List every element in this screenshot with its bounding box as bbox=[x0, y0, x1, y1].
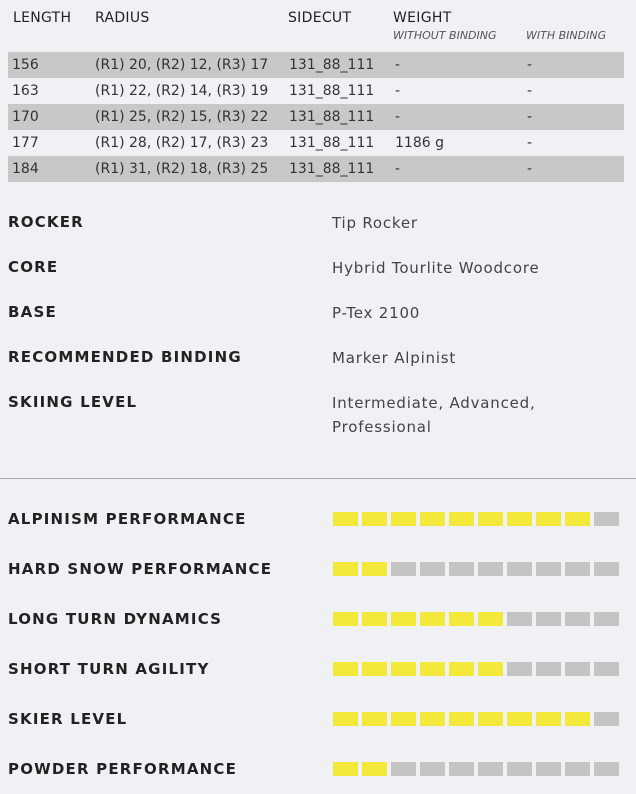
rating-segment-empty bbox=[565, 762, 590, 776]
rating-segment-empty bbox=[594, 762, 619, 776]
sidecut-header: SIDECUT bbox=[288, 10, 352, 26]
rating-segment-empty bbox=[507, 662, 532, 676]
rating-segment-filled bbox=[420, 612, 445, 626]
table-header bbox=[8, 8, 624, 52]
rating-segment-empty bbox=[594, 512, 619, 526]
table-row bbox=[8, 104, 624, 130]
rating-segment-filled bbox=[536, 712, 561, 726]
rating-segment-filled bbox=[507, 512, 532, 526]
sidecut-cell: 131_88_111 bbox=[289, 109, 375, 125]
rating-segment-filled bbox=[333, 512, 358, 526]
radius-cell: (R1) 22, (R2) 14, (R3) 19 bbox=[95, 83, 269, 99]
sidecut-cell: 131_88_111 bbox=[289, 83, 375, 99]
spec-value-core: Hybrid Tourlite Woodcore bbox=[332, 259, 540, 277]
rating-segment-filled bbox=[362, 612, 387, 626]
rating-segment-filled bbox=[333, 762, 358, 776]
rating-segment-empty bbox=[565, 562, 590, 576]
rating-segment-empty bbox=[449, 762, 474, 776]
rating-label-long-turn: LONG TURN DYNAMICS bbox=[8, 610, 223, 628]
rating-bar-skier-level bbox=[333, 712, 619, 726]
rating-segment-empty bbox=[536, 562, 561, 576]
rating-segment-empty bbox=[507, 562, 532, 576]
rating-segment-filled bbox=[420, 512, 445, 526]
rating-segment-empty bbox=[420, 562, 445, 576]
spec-label-binding: RECOMMENDED BINDING bbox=[8, 348, 242, 366]
rating-segment-empty bbox=[478, 562, 503, 576]
sidecut-cell: 131_88_111 bbox=[289, 161, 375, 177]
rating-segment-empty bbox=[391, 562, 416, 576]
rating-segment-empty bbox=[391, 762, 416, 776]
weight-without-cell: - bbox=[395, 57, 401, 73]
rating-segment-filled bbox=[362, 512, 387, 526]
rating-segment-empty bbox=[507, 612, 532, 626]
rating-segment-filled bbox=[420, 712, 445, 726]
rating-segment-empty bbox=[536, 762, 561, 776]
rating-segment-empty bbox=[420, 762, 445, 776]
rating-segment-empty bbox=[594, 712, 619, 726]
length-cell: 184 bbox=[12, 161, 39, 177]
rating-label-short-turn: SHORT TURN AGILITY bbox=[8, 660, 210, 678]
rating-segment-filled bbox=[536, 512, 561, 526]
length-cell: 177 bbox=[12, 135, 39, 151]
weight-with-cell: - bbox=[527, 109, 533, 125]
rating-bar-powder bbox=[333, 762, 619, 776]
spec-value-base: P-Tex 2100 bbox=[332, 304, 421, 322]
table-row bbox=[8, 78, 624, 104]
length-cell: 163 bbox=[12, 83, 39, 99]
rating-segment-empty bbox=[536, 662, 561, 676]
table-row bbox=[8, 130, 624, 156]
rating-segment-empty bbox=[478, 762, 503, 776]
weight-without-cell: 1186 g bbox=[395, 135, 444, 151]
size-table bbox=[8, 8, 624, 182]
table-row bbox=[8, 52, 624, 78]
rating-label-powder: POWDER PERFORMANCE bbox=[8, 760, 238, 778]
weight-with-cell: - bbox=[527, 135, 533, 151]
radius-header: RADIUS bbox=[95, 10, 150, 26]
rating-segment-filled bbox=[565, 712, 590, 726]
rating-segment-filled bbox=[478, 512, 503, 526]
weight-without-cell: - bbox=[395, 83, 401, 99]
weight-with-cell: - bbox=[527, 161, 533, 177]
rating-segment-filled bbox=[333, 562, 358, 576]
weight-without-cell: - bbox=[395, 161, 401, 177]
rating-segment-filled bbox=[478, 662, 503, 676]
radius-cell: (R1) 25, (R2) 15, (R3) 22 bbox=[95, 109, 269, 125]
rating-segment-filled bbox=[362, 662, 387, 676]
rating-label-alpinism: ALPINISM PERFORMANCE bbox=[8, 510, 247, 528]
section-divider bbox=[0, 478, 636, 479]
without-binding-header: WITHOUT BINDING bbox=[393, 29, 497, 42]
rating-segment-empty bbox=[594, 612, 619, 626]
rating-segment-filled bbox=[391, 712, 416, 726]
rating-segment-empty bbox=[536, 612, 561, 626]
sidecut-cell: 131_88_111 bbox=[289, 135, 375, 151]
weight-header: WEIGHT bbox=[393, 10, 452, 26]
rating-bar-long-turn bbox=[333, 612, 619, 626]
rating-segment-filled bbox=[449, 512, 474, 526]
spec-label-skiing-level: SKIING LEVEL bbox=[8, 393, 138, 411]
rating-bar-alpinism bbox=[333, 512, 619, 526]
radius-cell: (R1) 28, (R2) 17, (R3) 23 bbox=[95, 135, 269, 151]
spec-label-base: BASE bbox=[8, 303, 57, 321]
rating-segment-empty bbox=[594, 662, 619, 676]
spec-value-binding: Marker Alpinist bbox=[332, 349, 457, 367]
rating-segment-filled bbox=[449, 612, 474, 626]
weight-with-cell: - bbox=[527, 57, 533, 73]
rating-bar-hard-snow bbox=[333, 562, 619, 576]
rating-segment-filled bbox=[333, 612, 358, 626]
rating-segment-filled bbox=[478, 712, 503, 726]
rating-segment-filled bbox=[507, 712, 532, 726]
spec-value-rocker: Tip Rocker bbox=[332, 214, 418, 232]
rating-segment-filled bbox=[362, 562, 387, 576]
radius-cell: (R1) 20, (R2) 12, (R3) 17 bbox=[95, 57, 269, 73]
rating-label-skier-level: SKIER LEVEL bbox=[8, 710, 128, 728]
radius-cell: (R1) 31, (R2) 18, (R3) 25 bbox=[95, 161, 269, 177]
rating-segment-filled bbox=[333, 662, 358, 676]
rating-segment-filled bbox=[362, 712, 387, 726]
rating-segment-filled bbox=[420, 662, 445, 676]
rating-segment-filled bbox=[478, 612, 503, 626]
rating-segment-filled bbox=[391, 512, 416, 526]
spec-label-core: CORE bbox=[8, 258, 59, 276]
spec-value-skiing-level-line2: Professional bbox=[332, 418, 432, 436]
rating-segment-filled bbox=[391, 612, 416, 626]
weight-with-cell: - bbox=[527, 83, 533, 99]
sidecut-cell: 131_88_111 bbox=[289, 57, 375, 73]
rating-bar-short-turn bbox=[333, 662, 619, 676]
table-row bbox=[8, 156, 624, 182]
length-cell: 156 bbox=[12, 57, 39, 73]
rating-label-hard-snow: HARD SNOW PERFORMANCE bbox=[8, 560, 273, 578]
rating-segment-empty bbox=[449, 562, 474, 576]
rating-segment-empty bbox=[565, 612, 590, 626]
rating-segment-filled bbox=[449, 712, 474, 726]
rating-segment-filled bbox=[333, 712, 358, 726]
length-cell: 170 bbox=[12, 109, 39, 125]
rating-segment-empty bbox=[507, 762, 532, 776]
rating-segment-filled bbox=[362, 762, 387, 776]
rating-segment-filled bbox=[449, 662, 474, 676]
rating-segment-filled bbox=[565, 512, 590, 526]
length-header: LENGTH bbox=[13, 10, 72, 26]
rating-segment-empty bbox=[594, 562, 619, 576]
weight-without-cell: - bbox=[395, 109, 401, 125]
rating-segment-filled bbox=[391, 662, 416, 676]
spec-value-skiing-level: Intermediate, Advanced, bbox=[332, 394, 536, 412]
with-binding-header: WITH BINDING bbox=[526, 29, 607, 42]
rating-segment-empty bbox=[565, 662, 590, 676]
spec-label-rocker: ROCKER bbox=[8, 213, 84, 231]
